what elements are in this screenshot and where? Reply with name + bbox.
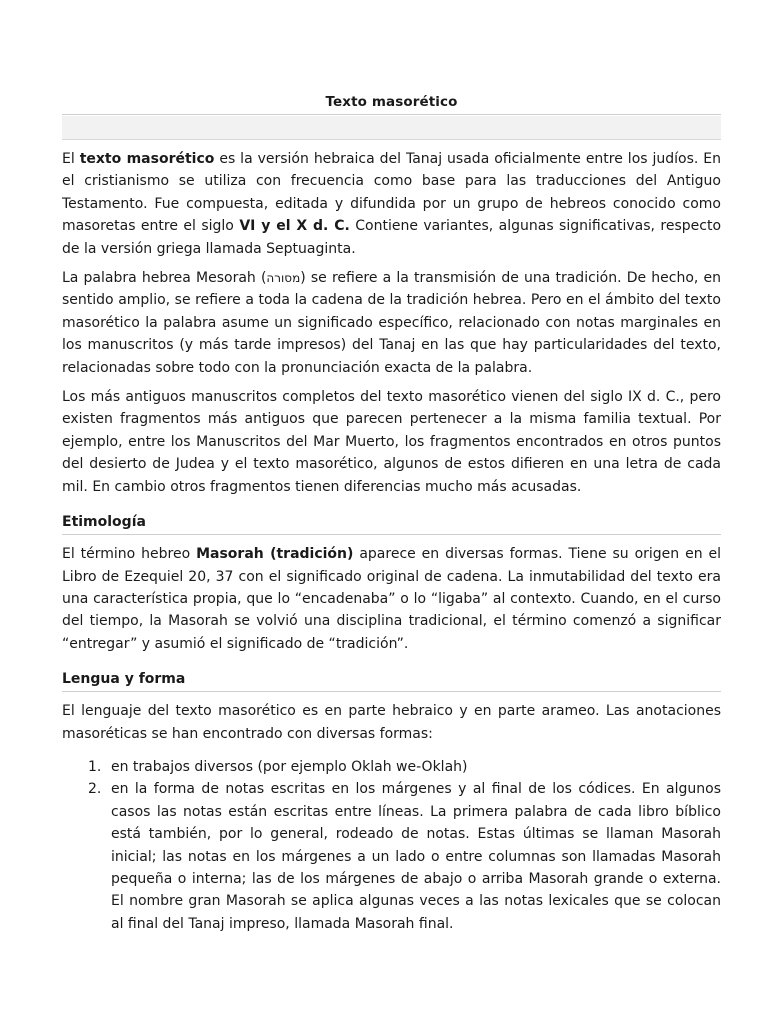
section-heading-etimologia: Etimología — [62, 512, 721, 535]
term-masorah: Masorah (tradición) — [196, 546, 354, 563]
list-item — [62, 778, 721, 935]
list-item — [62, 756, 721, 778]
title-divider — [62, 114, 721, 115]
list-number: 1. — [88, 758, 102, 775]
list-item-text: en la forma de notas escritas en los márgenes y al final de los códices. En algunos casos las notas están escritas entre líneas. La primera palabra de cada libro bíblico está también, por lo general, rodeado de notas. Estas últimas se llaman Masorah inicial; las notas en los márgenes a un lado o entre columnas son llamadas Masorah pequeña o interna; las de los márgenes de abajo o arriba Masorah grande o externa. El nombre gran Masorah se aplica algunas veces a las notas lexicales que se colocan al final del Tanaj impreso, llamada Masorah final. — [111, 781, 721, 932]
list-number: 2. — [88, 781, 102, 798]
term-siglos: VI y el X d. C. — [239, 218, 350, 235]
list-item-text: en trabajos diversos (por ejemplo Oklah we-Oklah) — [111, 758, 468, 775]
hebrew-word: מסורה — [266, 271, 301, 286]
forms-list — [62, 756, 721, 935]
title-band — [62, 116, 721, 140]
intro-paragraph-2: La palabra hebrea Mesorah (מסורה) se refiere a la transmisión de una tradición. De hecho, en sentido amplio, se refiere a toda la cadena de la tradición hebrea. Pero en el ámbito del texto masorético la palabra asume un significado específico, relacionado con notas marginales en los manuscritos (y más tarde impresos) del Tanaj en las que hay particularidades del texto, relacionadas sobre todo con la pronunciación exacta de la palabra. — [62, 270, 721, 376]
page-title: Texto masorético — [325, 94, 458, 110]
intro-paragraph-1: El texto masorético es la versión hebraica del Tanaj usada oficialmente entre los judíos. En el cristianismo se utiliza con frecuencia como base para las traducciones del Antiguo Testamento. Fue compuesta, editada y difundida por un grupo de hebreos conocido como masoretas entre el siglo VI y el X d. C. Contiene variantes, algunas significativas, respecto de la versión griega llamada Septuaginta. — [62, 151, 722, 257]
lengua-paragraph: El lenguaje del texto masorético es en parte hebraico y en parte arameo. Las anotaciones masoréticas se han encontrado con diversas formas: — [62, 703, 721, 742]
etimologia-paragraph: El término hebreo Masorah (tradición) aparece en diversas formas. Tiene su origen en el Libro de Ezequiel 20, 37 con el significado original de cadena. La inmutabilidad del texto era una característica propia, que lo “encadenaba” o lo “ligaba” al contexto. Cuando, en el curso del tiempo, la Masorah se volvió una disciplina tradicional, el término comenzó a significar “entregar” y asumió el significado de “tradición”. — [62, 546, 721, 652]
article-body — [62, 148, 721, 935]
term-texto-masoretico: texto masorético — [79, 151, 215, 167]
section-heading-lengua: Lengua y forma — [62, 669, 721, 692]
intro-paragraph-3: Los más antiguos manuscritos completos del texto masorético vienen del siglo IX d. C., pero existen fragmentos más antiguos que parecen pertenecer a la misma familia textual. Por ejemplo, entre los Manuscritos del Mar Muerto, los fragmentos encontrados en otros puntos del desierto de Judea y el texto masorético, algunos de estos difieren en una letra de cada mil. En cambio otros fragmentos tienen diferencias mucho más acusadas. — [62, 389, 721, 495]
